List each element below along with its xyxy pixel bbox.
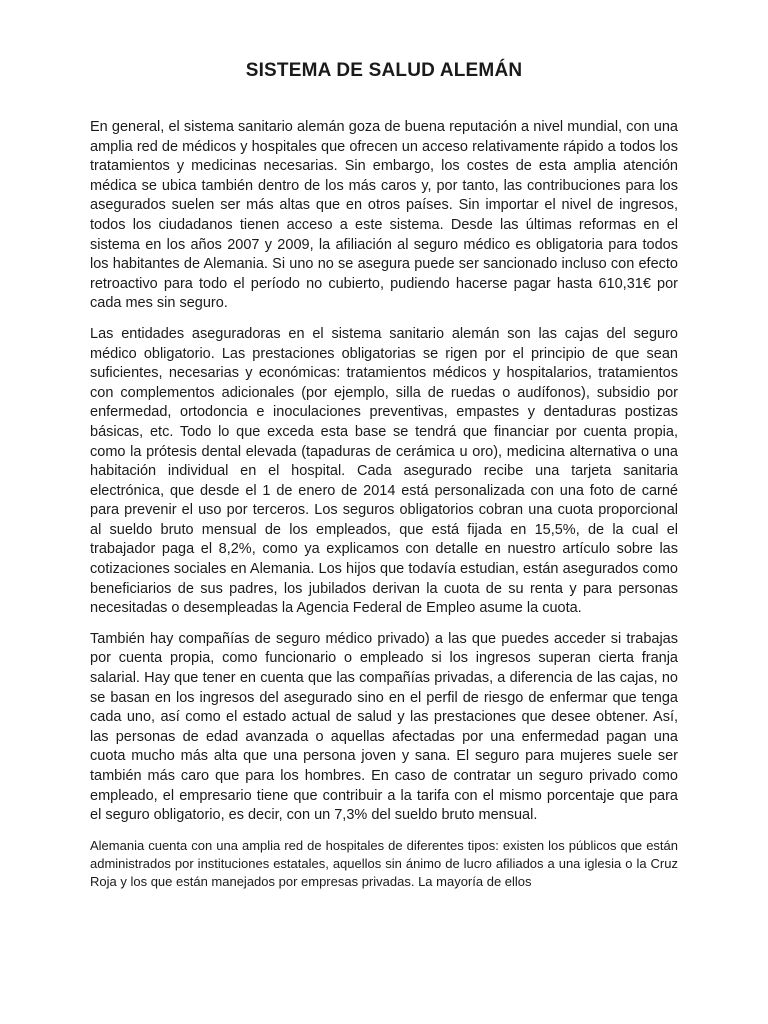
paragraph-hospitals: Alemania cuenta con una amplia red de hospitales de diferentes tipos: existen los públicos que están administrados por instituciones estatales, aquellos sin ánimo de lucro afiliados a una iglesia o la Cruz Roja y los que están manejados por empresas privadas. La mayoría de ellos [90, 837, 678, 889]
paragraph-private-insurance: También hay compañías de seguro médico privado) a las que puedes acceder si trabajas por cuenta propia, como funcionario o empleado si los ingresos superan cierta franja salarial. Hay que tener en cuenta que las compañías privadas, a diferencia de las cajas, no se basan en los ingresos del asegurado sino en el perfil de riesgo de enfermar que tenga cada uno, así como el estado actual de salud y las prestaciones que desee obtener. Así, las personas de edad avanzada o aquellas afectadas por una enfermedad pagan una cuota mucho más alta que una persona joven y sana. El seguro para mujeres suele ser también más caro que para los hombres. En caso de contratar un seguro privado como empleado, el empresario tiene que contribuir a la tarifa con el mismo porcentaje que para el seguro obligatorio, es decir, con un 7,3% del sueldo bruto mensual. [90, 630, 678, 824]
page-title: SISTEMA DE SALUD ALEMÁN [245, 60, 523, 81]
paragraph-intro: En general, el sistema sanitario alemán goza de buena reputación a nivel mundial, con una amplia red de médicos y hospitales que ofrecen un acceso relativamente rápido a todos los tratamientos y medicinas necesarias. Sin embargo, los costes de esta amplia atención médica se ubica también dentro de los más caros y, por tanto, las contribuciones para los asegurados suelen ser más altas que en otros países. Sin importar el nivel de ingresos, todos los ciudadanos tienen acceso a este sistema. Desde las últimas reformas en el sistema en los años 2007 y 2009, la afiliación al seguro médico es obligatoria para todos los habitantes de Alemania. Si uno no se asegura puede ser sancionado incluso con efecto retroactivo para todo el período no cubierto, pudiendo hacerse pagar hasta 610,31€ por cada mes sin seguro. [90, 119, 678, 312]
paragraph-statutory-insurance: Las entidades aseguradoras en el sistema sanitario alemán son las cajas del seguro médico obligatorio. Las prestaciones obligatorias se rigen por el principio de que sean suficientes, necesarias y económicas: tratamientos médicos y hospitalarios, tratamientos con complementos adicionales (por ejemplo, silla de ruedas o audífonos), subsidio por enfermedad, ortodoncia e inoculaciones preventivas, empastes y dentaduras postizas básicas, etc. Todo lo que exceda esta base se tendrá que financiar por cuenta propia, como la prótesis dental elevada (tapaduras de cerámica u oro), medicina alternativa o una habitación individual en el hospital. Cada asegurado recibe una tarjeta sanitaria electrónica, que desde el 1 de enero de 2014 está personalizada con una foto de carné para prevenir el uso por terceros. Los seguros obligatorios cobran una cuota proporcional al sueldo bruto mensual de los empleados, que está fijada en 15,5%, de la cual el trabajador paga el 8,2%, como ya explicamos con detalle en nuestro artículo sobre las cotizaciones sociales en Alemania. Los hijos que todavía estudian, están asegurados como beneficiarios de sus padres, los jubilados derivan la cuota de su renta y para personas necesitadas o desempleadas la Agencia Federal de Empleo asume la cuota. [90, 325, 678, 617]
